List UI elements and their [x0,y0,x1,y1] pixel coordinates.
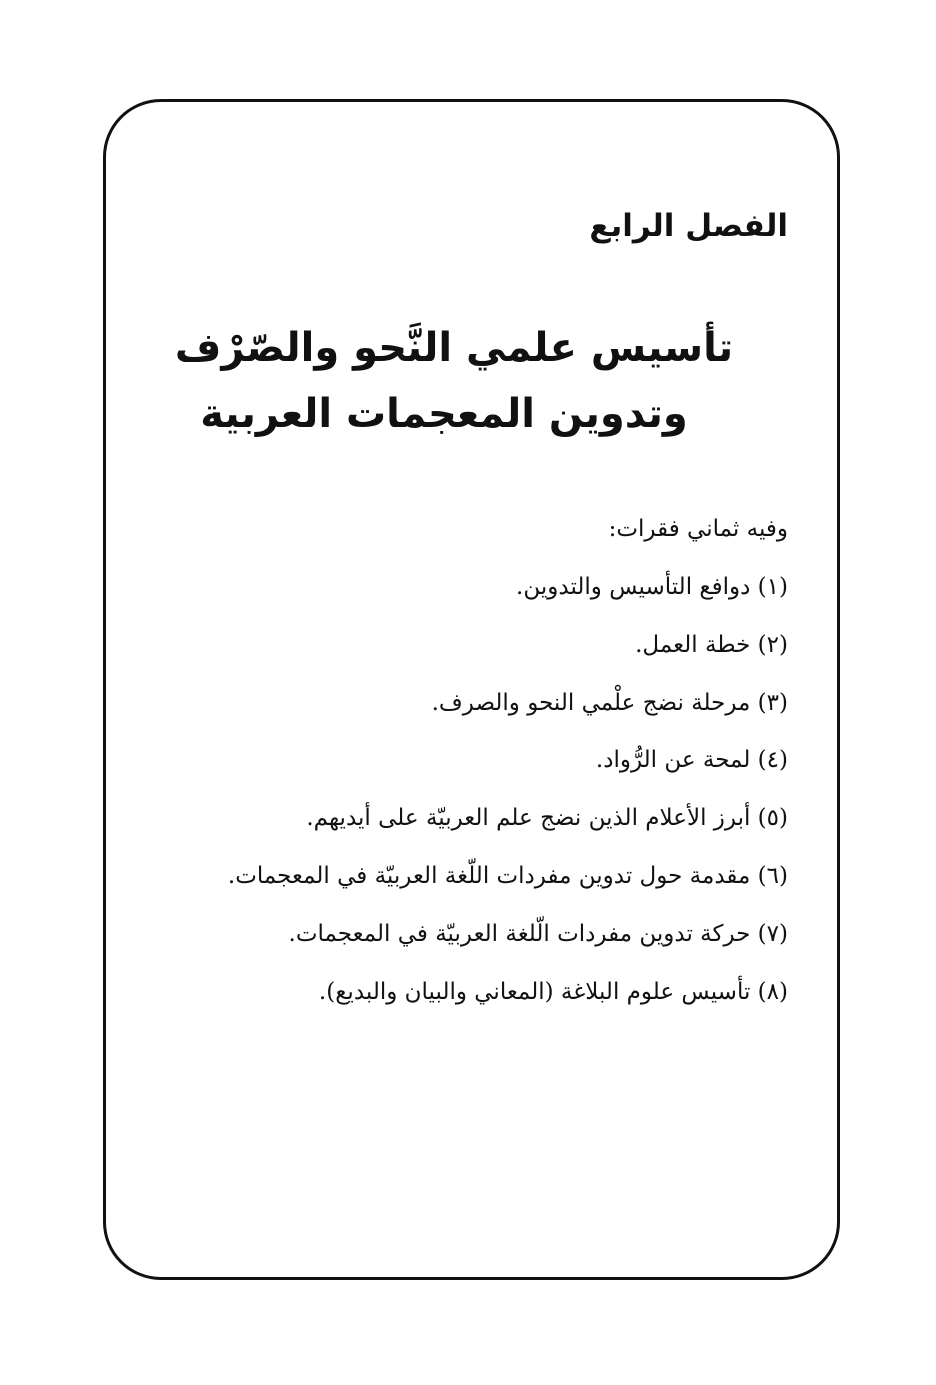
list-item: (٧) حركة تدوين مفردات الّلغة العربيّة في المعجمات. [288,920,788,947]
chapter-title-line-2: وتدوين المعجمات العربية [200,391,688,437]
list-item: (٨) تأسيس علوم البلاغة (المعاني والبيان والبديع). [318,978,788,1005]
list-item: (٣) مرحلة نضج علْمي النحو والصرف. [431,689,788,716]
list-item: (٤) لمحة عن الرُّواد. [595,747,788,774]
list-item: (٢) خطة العمل. [635,631,788,658]
chapter-label: الفصل الرابع [589,208,788,244]
list-item: (١) دوافع التأسيس والتدوين. [516,574,788,600]
chapter-title [103,315,840,447]
list-item: (٥) أبرز الأعلام الذين نضج علم العربيّة على أيديهم. [306,805,788,832]
chapter-title-line-1: تأسيس علمي النَّحو والصّرْف [174,325,734,371]
sections-list [228,572,788,1034]
sections-intro: وفيه ثماني فقرات: [608,516,788,542]
list-item: (٦) مقدمة حول تدوين مفردات اللّغة العربيّة في المعجمات. [227,862,788,889]
